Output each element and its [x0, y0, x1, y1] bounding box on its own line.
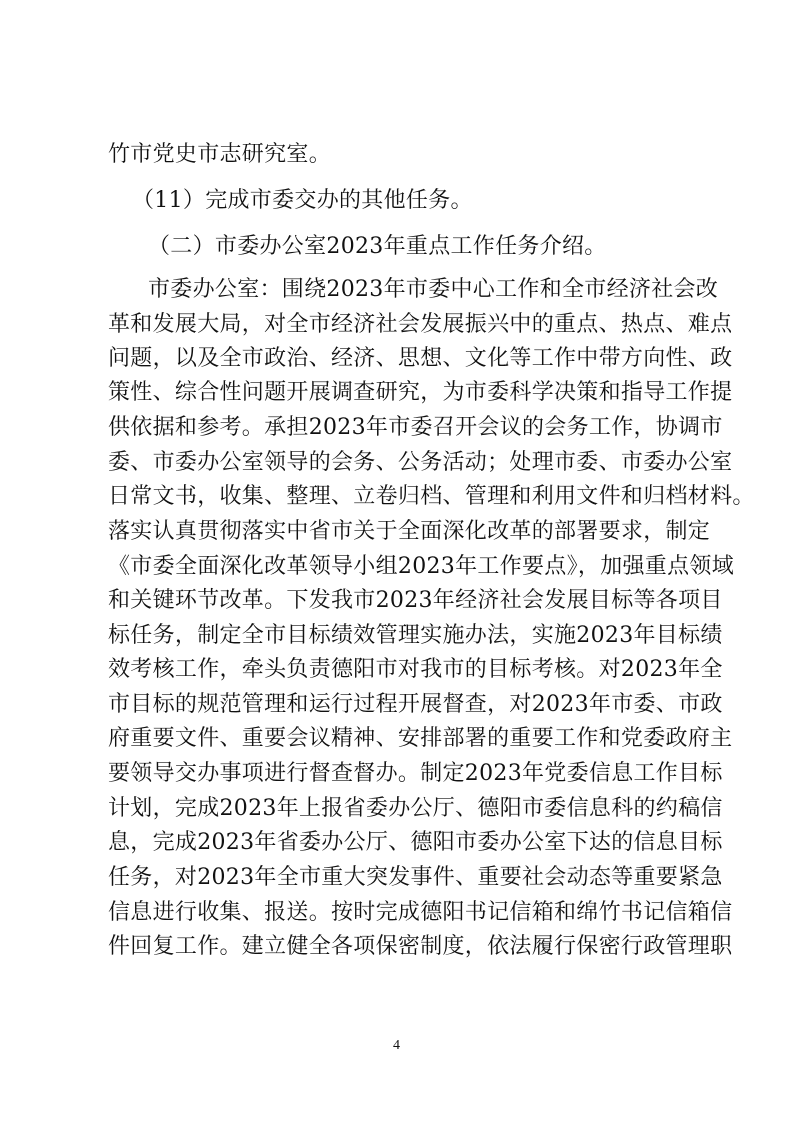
paragraph-line: 落实认真贯彻落实中省市关于全面深化改革的部署要求，制定: [108, 519, 711, 544]
paragraph-line: 效考核工作，牵头负责德阳市对我市的目标考核。对2023年全: [108, 657, 723, 682]
paragraph-line: 标任务，制定全市目标绩效管理实施办法，实施2023年目标绩: [108, 623, 723, 648]
paragraph-line: 问题，以及全市政治、经济、思想、文化等工作中带方向性、政: [108, 346, 733, 371]
paragraph-line: 府重要文件、重要会议精神、安排部署的重要工作和党委政府主: [108, 726, 733, 751]
text-line: 竹市党史市志研究室。: [108, 142, 332, 167]
paragraph-line: 市目标的规范管理和运行过程开展督查，对2023年市委、市政: [108, 692, 723, 717]
paragraph-line: 供依据和参考。承担2023年市委召开会议的会务工作，协调市: [108, 415, 723, 440]
page-number: 4: [393, 1038, 400, 1053]
paragraph-line: 日常文书，收集、整理、立卷归档、管理和利用文件和归档材料。: [108, 484, 755, 509]
list-item-text: （11）完成市委交办的其他任务。: [132, 188, 473, 213]
paragraph-line: 《市委全面深化改革领导小组2023年工作要点》，加强重点领域: [108, 554, 734, 579]
paragraph-line: 委、市委办公室领导的会务、公务活动；处理市委、市委办公室: [108, 450, 733, 475]
paragraph-line: 件回复工作。建立健全各项保密制度，依法履行保密行政管理职: [108, 934, 733, 959]
paragraph-line: 市委办公室：围绕2023年市委中心工作和全市经济社会改: [148, 277, 719, 302]
section-heading: （二）市委办公室2023年重点工作任务介绍。: [148, 234, 607, 259]
paragraph-line: 信息进行收集、报送。按时完成德阳书记信箱和绵竹书记信箱信: [108, 900, 733, 925]
paragraph-line: 任务，对2023年全市重大突发事件、重要社会动态等重要紧急: [108, 865, 723, 890]
paragraph-line: 要领导交办事项进行督查督办。制定2023年党委信息工作目标: [108, 761, 723, 786]
paragraph-line: 息，完成2023年省委办公厅、德阳市委办公室下达的信息目标: [108, 830, 723, 855]
paragraph-line: 计划，完成2023年上报省委办公厅、德阳市委信息科的约稿信: [108, 796, 723, 821]
paragraph-line: 策性、综合性问题开展调查研究，为市委科学决策和指导工作提: [108, 380, 733, 405]
paragraph-line: 和关键环节改革。下发我市2023年经济社会发展目标等各项目: [108, 588, 723, 613]
paragraph-line: 革和发展大局，对全市经济社会发展振兴中的重点、热点、难点: [108, 312, 733, 337]
